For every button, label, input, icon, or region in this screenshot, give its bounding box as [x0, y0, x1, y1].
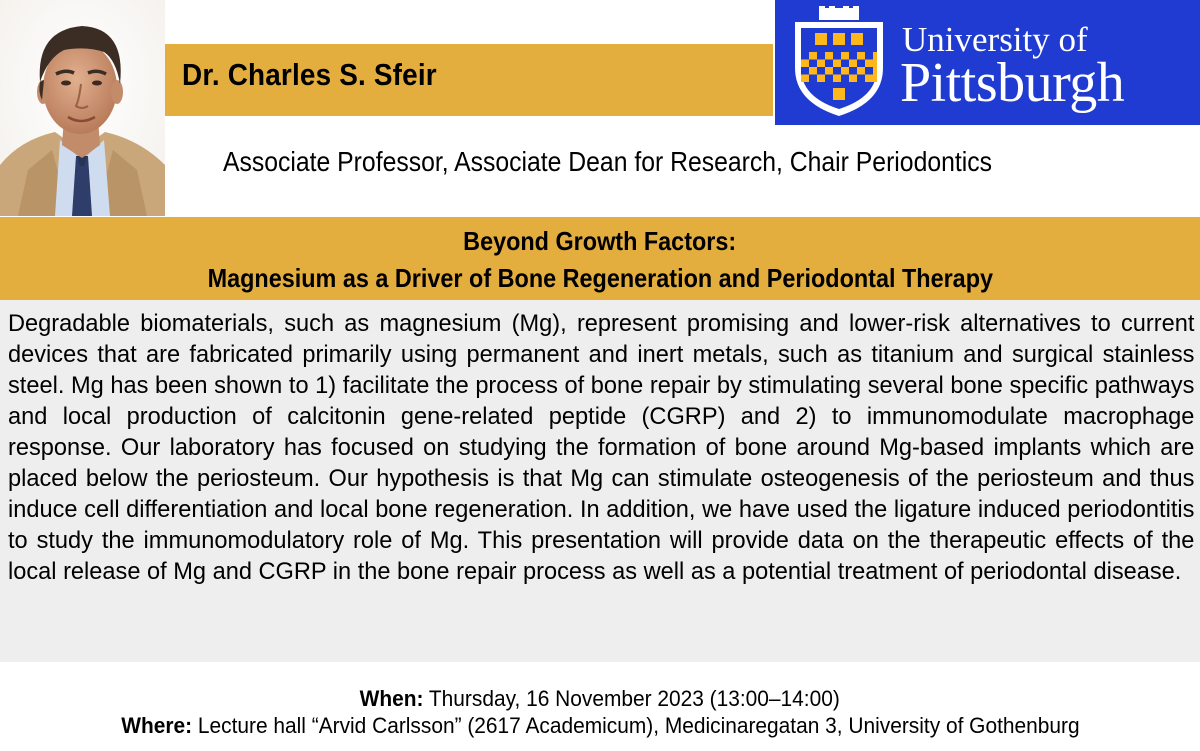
event-when: [0, 686, 1200, 712]
talk-title-line1-text: Beyond Growth Factors:: [463, 226, 737, 256]
shield-icon: [789, 6, 889, 118]
when-label: When:: [359, 686, 424, 711]
abstract-text: Degradable biomaterials, such as magnesium (Mg), represent promising and lower-risk alternatives to current devices that are fabricated primarily using permanent and inert metals, such as titanium and surgical stainless steel. Mg has been shown to 1) facilitate the process of bone repair by stimulating several bone specific pathways and local production of calcitonin gene-related peptide (CGRP) and 2) to immunomodulate macrophage response. Our laboratory has focused on studying the formation of bone around Mg-based implants which are placed below the periosteum. Our hypothesis is that Mg can stimulate osteogenesis of the periosteum and thus induce cell differentiation and local bone regeneration. In addition, we have used the ligature induced periodontitis to study the immunomodulatory role of Mg. This presentation will provide data on the therapeutic effects of the local release of Mg and CGRP in the bone repair process as well as a potential treatment of periodontal disease.: [8, 310, 1195, 585]
event-where: [0, 713, 1200, 739]
speaker-name: Dr. Charles S. Sfeir: [182, 57, 437, 92]
talk-title-line1: [0, 226, 1200, 257]
where-label: Where:: [120, 713, 192, 738]
speaker-position: Associate Professor, Associate Dean for Research, Chair Periodontics: [223, 146, 992, 177]
university-logo: [775, 0, 1200, 125]
where-value: Lecture hall “Arvid Carlsson” (2617 Academicum), Medicinaregatan 3, University of Gothenburg: [197, 713, 1080, 738]
talk-title-line2: [0, 263, 1200, 294]
speaker-photo: [0, 0, 165, 216]
speaker-portrait-image: [0, 0, 165, 216]
when-value: Thursday, 16 November 2023 (13:00–14:00): [429, 686, 841, 711]
talk-title-line2-text: Magnesium as a Driver of Bone Regeneration and Periodontal Therapy: [207, 263, 993, 293]
logo-line-university: University of: [902, 20, 1088, 59]
logo-line-pittsburgh: Pittsburgh: [900, 52, 1125, 114]
